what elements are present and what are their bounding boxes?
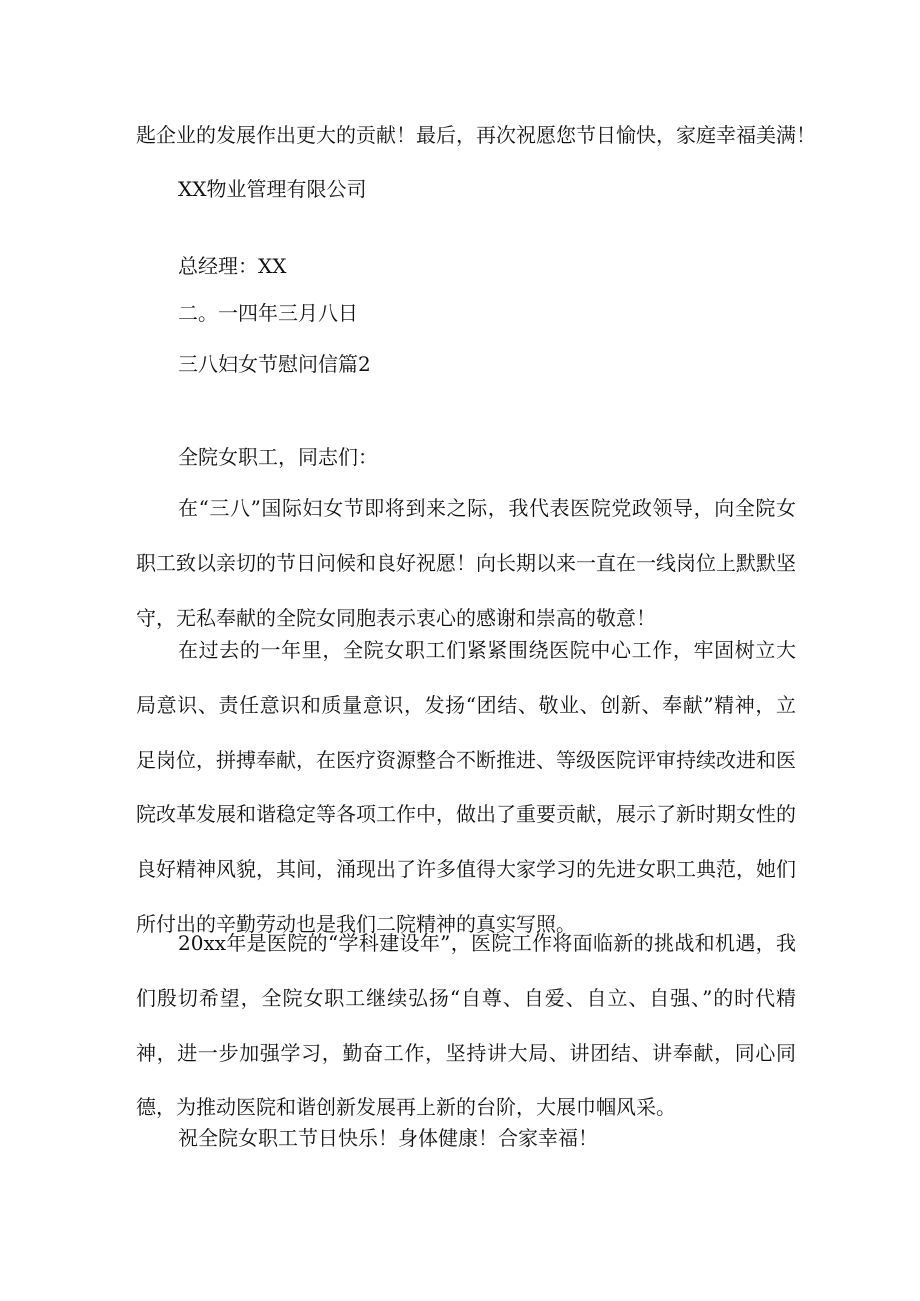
paragraph-1: 在“三八”国际妇女节即将到来之际，我代表医院党政领导，向全院女职工致以亲切的节日问候和良好祝愿！向长期以来一直在一线岗位上默默坚守，无私奉献的全院女同胞表示衷心的感谢和崇高的敬意！	[136, 496, 796, 630]
section-title: 三八妇女节慰问信篇2	[178, 352, 371, 376]
signatory: 总经理：XX	[178, 254, 287, 278]
salutation: 全院女职工，同志们：	[178, 445, 378, 469]
letter-date: 二。一四年三月八日	[178, 301, 358, 325]
paragraph-2: 在过去的一年里，全院女职工们紧紧围绕医院中心工作，牢固树立大局意识、责任意识和质量意识，发扬“团结、敬业、创新、奉献”精神，立足岗位，拼搏奉献，在医疗资源整合不断推进、等级医院评审持续改进和医院改革发展和谐稳定等各项工作中，做出了重要贡献，展示了新时期女性的良好精神风貌，其间，涌现出了许多值得大家学习的先进女职工典范，她们所付出的辛勤劳动也是我们二院精神的真实写照。	[136, 638, 796, 936]
paragraph-3: 20xx年是医院的“学科建设年”，医院工作将面临新的挑战和机遇，我们殷切希望，全院女职工继续弘扬“自尊、自爱、自立、自强、”的时代精神，进一步加强学习，勤奋工作，坚持讲大局、讲团结、讲奉献，同心同德，为推动医院和谐创新发展再上新的台阶，大展巾帼风采。	[136, 931, 796, 1120]
closing-line: 祝全院女职工节日快乐！身体健康！合家幸福！	[178, 1126, 598, 1150]
continuation-line: 匙企业的发展作出更大的贡献！最后，再次祝愿您节日愉快，家庭幸福美满！	[136, 123, 816, 147]
company-name: XX物业管理有限公司	[178, 177, 367, 201]
